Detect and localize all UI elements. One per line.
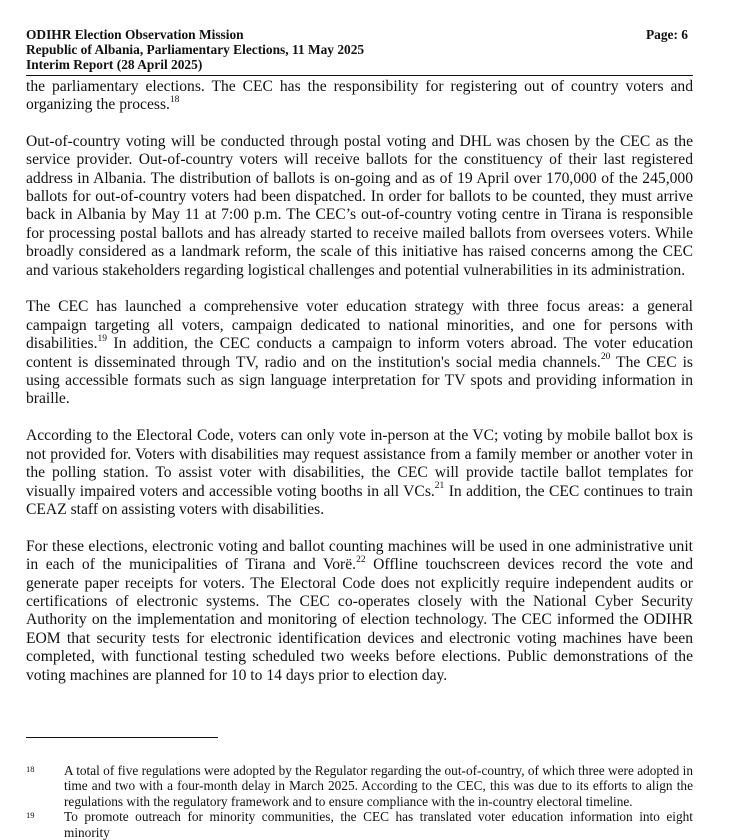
- footnote-ref-22[interactable]: 22: [356, 554, 366, 565]
- paragraph-voter-education: The CEC has launched a comprehensive voter education strategy with three focus areas: a general campaign targeting all voters, campaign dedicated to national minorities, and one for persons with disabilities.$^{19}$ In addition, the CEC conducts a campaign to inform voters abroad. The voter education content is disseminated through TV, radio and on the institution's social media channels.$^{20}$ The CEC is using accessible formats such as sign language interpretation for TV spots and providing information in braille.: [26, 298, 694, 408]
- body-text: [26, 78, 693, 685]
- footnote-ref-18[interactable]: 18: [169, 94, 180, 105]
- footnote-ref-20[interactable]: 20: [600, 352, 611, 363]
- document-page: [26, 0, 693, 703]
- footnote-separator: [26, 737, 218, 738]
- footnotes-section: [26, 763, 693, 840]
- footnote-number: 19: [26, 810, 35, 821]
- footnote-ref-21[interactable]: 21: [434, 481, 445, 492]
- header-report-title: Interim Report (28 April 2025): [26, 57, 203, 73]
- page-number: Page: 6: [645, 27, 688, 42]
- paragraph-out-of-country-voting: Out-of-country voting will be conducted through postal voting and DHL was chosen by the CEC as the service provider. Out-of-country voters will receive ballots for the constituency of their last registered address in Albania. The distribution of ballots is on-going and as of 19 April over 170,000 of the 245,000 ballots for out-of-country voters had been dispatched. In order for ballots to be counted, they must arrive back in Albania by May 11 at 7:00 p.m. The CEC’s out-of-country voting centre in Tirana is responsible for processing postal ballots and has already started to receive mailed ballots from oversees voters. While broadly considered as a landmark reform, the scale of this initiative has raised concerns among the CEC and various stakeholders regarding logistical challenges and potential vulnerabilities in its administration.: [26, 132, 693, 279]
- paragraph-voters-with-disabilities: According to the Electoral Code, voters can only vote in-person at the VC; voting by mobile ballot box is not provided for. Voters with disabilities may request assistance from a family member or another voter in the polling station. To assist voter with disabilities, the CEC will provide tactile ballot templates for visually impaired voters and accessible voting booths in all VCs.$^{21}$ In addition, the CEC continues to train CEAZ staff on assisting voters with disabilities.: [26, 427, 693, 518]
- footnote-text: To promote outreach for minority communities, the CEC has translated voter education information into eight minority: [64, 809, 693, 840]
- header-election-title: Republic of Albania, Parliamentary Elections, 11 May 2025: [26, 42, 365, 58]
- footnote-ref-19[interactable]: 19: [97, 334, 107, 345]
- footnote-number: 18: [26, 764, 35, 774]
- paragraph-registration: the parliamentary elections. The CEC has the responsibility for registering out of country voters and organizing the process.$^{18}$: [26, 77, 693, 114]
- footnote-18: [26, 763, 693, 809]
- paragraph-electronic-voting: For these elections, electronic voting and ballot counting machines will be used in one administrative unit in each of the municipalities of Tirana and Vorë.$^{22}$ Offline touchscreen devices record the vote and generate paper receipts for voters. The Electoral Code does not explicitly require independent audits or certifications of electronic systems. The CEC co-operates closely with the National Cyber Security Authority on the implementation and monitoring of election technology. The CEC informed the ODIHR EOM that security tests for electronic identification devices and electronic voting machines have been completed, with functional testing scheduled two weeks before elections. Public demonstrations of the voting machines are planned for 10 to 14 days prior to election day.: [26, 537, 693, 684]
- header-mission-title: ODIHR Election Observation Mission: [26, 27, 244, 42]
- footnote-19: [26, 809, 693, 840]
- page-header: [26, 27, 693, 76]
- footnote-text: A total of five regulations were adopted by the Regulator regarding the out-of-country, of which three were adopted in time and two with a four-month delay in March 2025. According to the CEC, this was due to its efforts to align the regulations with the regulatory framework and to ensure compliance with the in-country electoral timeline.: [64, 763, 693, 809]
